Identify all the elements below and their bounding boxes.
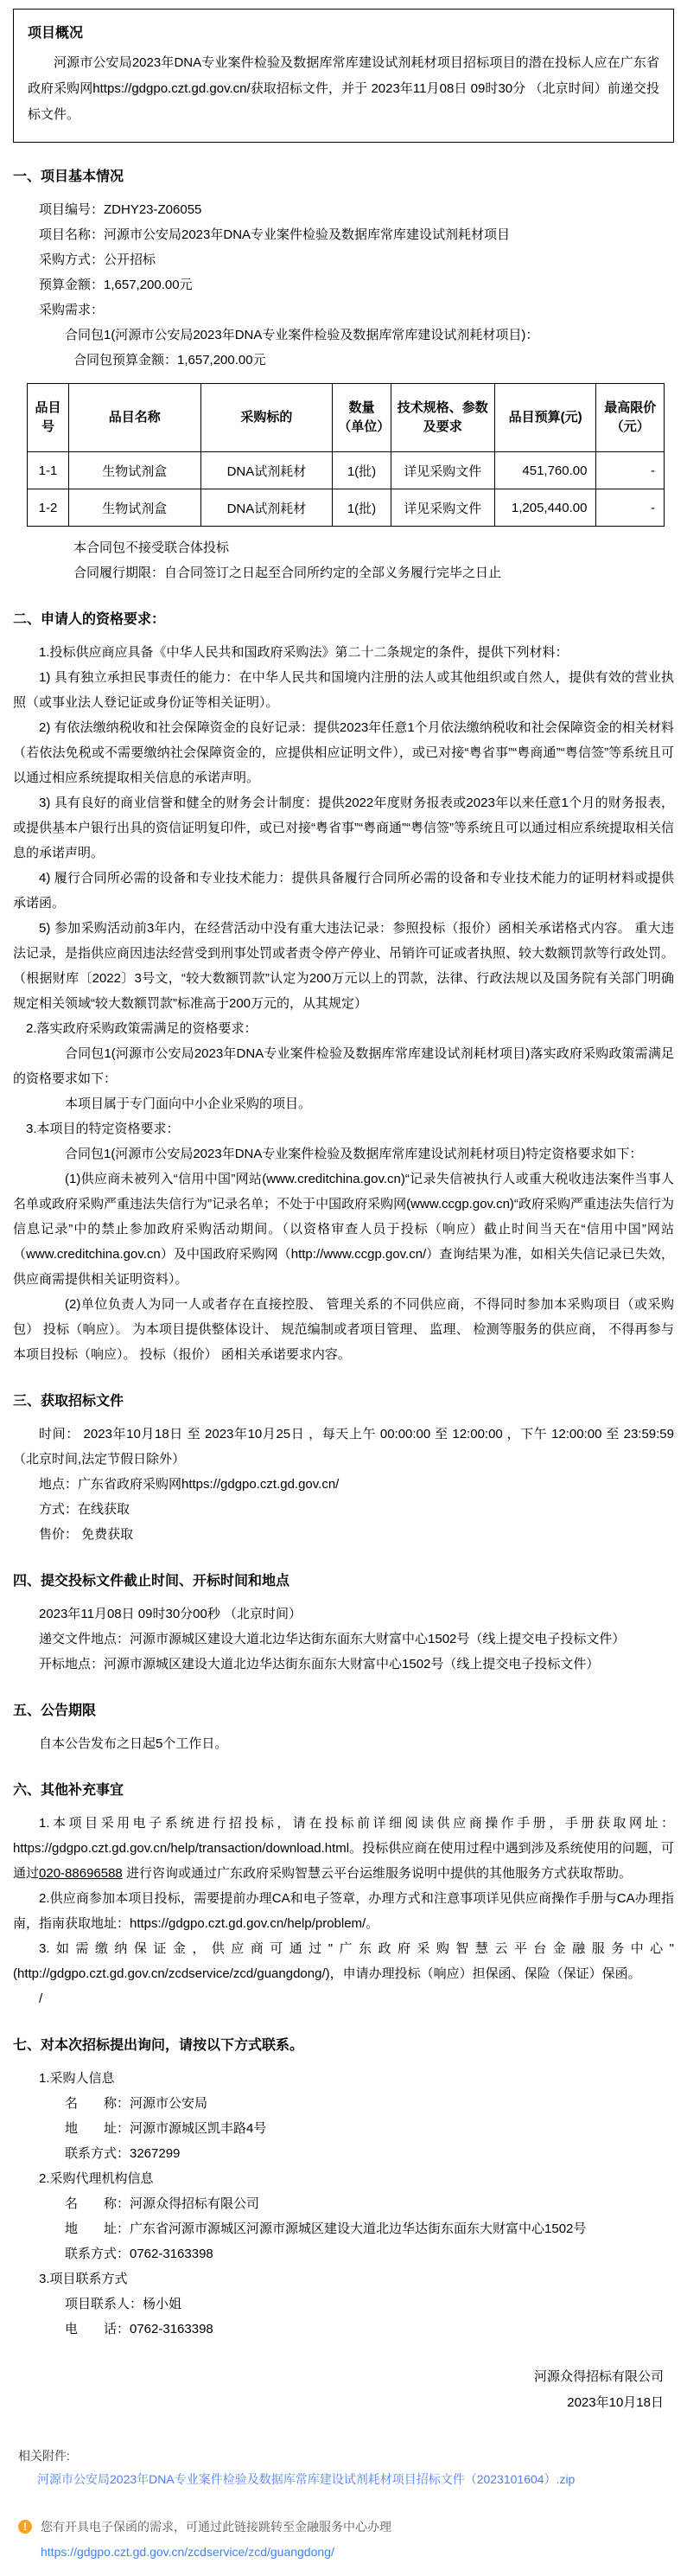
qualification-p3: 2) 有依法缴纳税收和社会保障资金的良好记录：提供2023年任意1个月依法缴纳税收和社会保障资金的相关材料（若依法免税或不需要缴纳社会保障资金的，应提供相应证明文件），或已对接“粤省事”“粤商通”“粤信签”等系统且可以通过相应系统提取相关信息的承诺声明。: [13, 720, 674, 785]
contract-duration: 合同履行期限：自合同签订之日起至合同所约定的全部义务履行完毕之日止: [73, 566, 502, 580]
project-number: 项目编号：ZDHY23-Z06055: [39, 202, 202, 217]
buyer-info-title: 1.采购人信息: [39, 2071, 115, 2086]
section2-heading: 二、申请人的资格要求：: [13, 612, 166, 627]
obtain-time: 时间： 2023年10月18日 至 2023年10月25日 ，每天上午 00:00:00 至 12:00:00 ，下午 12:00:00 至 23:59:59（北京时间,法定节假日除外）: [13, 1427, 674, 1467]
table-row: [28, 489, 665, 527]
obtain-way: 方式：在线获取: [39, 1502, 130, 1517]
submit-place: 递交文件地点：河源市源城区建设大道北边华达街东面东大财富中心1502号（线上提交电子投标文件）: [39, 1632, 626, 1646]
cell-spec: 详见采购文件: [391, 452, 494, 489]
cell-item-no: 1-1: [28, 452, 69, 489]
cell-quantity: 1(批): [333, 489, 391, 527]
specific-requirement-1: (1)供应商未被列入“信用中国”网站(www.creditchina.gov.cn)“记录失信被执行人或重大税收违法案件当事人名单或政府采购严重违法失信行为”记录名单；不处于中国政府采购网(www.ccgp.gov.cn)“政府采购严重违法失信行为信息记录”中的禁止参加政府采购活动期间。（以资格审查人员于投标（响应）截止时间当天在“信用中国”网站（www.creditchina.gov.cn）及中国政府采购网（http://www.ccgp.gov.cn/）查询结果为准，如相关失信记录已失效，供应商需提供相关证明资料）。: [13, 1172, 674, 1287]
sme-note: 本项目属于专门面向中小企业采购的项目。: [65, 1096, 312, 1111]
section7-heading: 七、对本次招标提出询问，请按以下方式联系。: [13, 2038, 304, 2053]
procurement-method: 采购方式：公开招标: [39, 252, 156, 267]
signature-company: 河源众得招标有限公司: [533, 2369, 664, 2384]
cell-item-name: 生物试剂盒: [68, 489, 200, 527]
budget-amount: 预算金额：1,657,200.00元: [39, 278, 193, 292]
procurement-site-url[interactable]: https://gdgpo.czt.gd.gov.cn/: [92, 81, 251, 96]
col-max-price: 最高限价（元）: [596, 384, 665, 452]
specific-requirement-2: (2)单位负责人为同一人或者存在直接控股、 管理关系的不同供应商，不得同时参加本采购项目（或采购包） 投标（响应）。 为本项目提供整体设计、 规范编制或者项目管理、 监理、 检测等服务的供应商， 不得再参与本项目投标（响应）。 投标（报价） 函相关承诺要求内容。: [13, 1297, 674, 1362]
project-contact-person: 项目联系人：杨小姐: [65, 2297, 182, 2311]
project-contact-tel: 电 话：0762-3163398: [65, 2322, 213, 2336]
warning-icon: !: [18, 2520, 32, 2534]
agent-contact: 联系方式：0762-3163398: [65, 2247, 213, 2261]
cell-budget: 451,760.00: [494, 452, 596, 489]
announcement-period: 自本公告发布之日起5个工作日。: [39, 1736, 228, 1751]
supplement-1-tail: 进行咨询或通过广东政府采购智慧云平台运维服务说明中提供的其他服务方式获取帮助。: [122, 1866, 632, 1881]
overview-title: 项目概况: [28, 26, 84, 41]
cell-budget: 1,205,440.00: [494, 489, 596, 527]
supplement-1-text: 1.本项目采用电子系统进行招投标，请在投标前详细阅读供应商操作手册，手册获取网址：https://gdgpo.czt.gd.gov.cn/help/transaction/download.html。投标供应商在使用过程中遇到涉及系统使用的问题，可通过: [13, 1816, 674, 1881]
page-footer: [13, 2447, 674, 2559]
cell-spec: 详见采购文件: [391, 489, 494, 527]
e-guarantee-notice: [18, 2518, 674, 2536]
section4-heading: 四、提交投标文件截止时间、开标时间和地点: [13, 1574, 290, 1588]
specific-requirement-intro: 合同包1(河源市公安局2023年DNA专业案件检验及数据库常库建设试剂耗材项目)特定资格要求如下：: [65, 1147, 643, 1161]
cell-item-no: 1-2: [28, 489, 69, 527]
attachments-label: 相关附件:: [18, 2449, 70, 2463]
section3-heading: 三、获取招标文件: [13, 1394, 124, 1409]
no-consortium-note: 本合同包不接受联合体投标: [73, 540, 230, 555]
buyer-name: 名 称：河源市公安局: [65, 2096, 208, 2111]
buyer-address: 地 址：河源市源城区凯丰路4号: [65, 2121, 267, 2136]
supplement-3: 3.如需缴纳保证金，供应商可通过"广东政府采购智慧云平台金融服务中心"(http://gdgpo.czt.gd.gov.cn/zcdservice/zcd/guangdong/)，申请办理投标（响应）担保函、保险（保证）保函。: [13, 1941, 674, 1981]
package-budget: 合同包预算金额：1,657,200.00元: [73, 353, 266, 368]
supplement-slash: /: [39, 1991, 43, 2006]
agent-address: 地 址：广东省河源市源城区河源市源城区建设大道北边华达街东面东大财富中心1502号: [65, 2221, 587, 2236]
section1-heading: 一、项目基本情况: [13, 169, 124, 184]
demand-label: 采购需求：: [39, 303, 105, 317]
policy-requirement-body: 合同包1(河源市公安局2023年DNA专业案件检验及数据库常库建设试剂耗材项目)落实政府采购政策需满足的资格要求如下：: [13, 1046, 674, 1086]
specific-requirement-title: 3.本项目的特定资格要求：: [26, 1122, 180, 1136]
support-phone: 020-88696588: [39, 1866, 123, 1881]
policy-requirement-title: 2.落实政府采购政策需满足的资格要求：: [26, 1021, 258, 1036]
section6-heading: 六、其他补充事宜: [13, 1783, 124, 1798]
supplement-2: 2.供应商参加本项目投标，需要提前办理CA和电子签章，办理方式和注意事项详见供应商操作手册与CA办理指南，指南获取地址：https://gdgpo.czt.gd.gov.cn/help/problem/。: [13, 1891, 674, 1931]
cell-target: DNA试剂耗材: [200, 452, 333, 489]
cell-max-price: -: [596, 452, 665, 489]
project-contact-title: 3.项目联系方式: [39, 2272, 128, 2286]
cell-item-name: 生物试剂盒: [68, 452, 200, 489]
obtain-price: 售价： 免费获取: [39, 1527, 134, 1542]
col-item-no: 品目号: [28, 384, 69, 452]
qualification-p6: 5) 参加采购活动前3年内，在经营活动中没有重大违法记录：参照投标（报价）函相关承诺格式内容。 重大违法记录，是指供应商因违法经营受到刑事处罚或者责令停产停业、吊销许可证或者执照、较大数额罚款等行政处罚。（根据财库〔2022〕3号文，“较大数额罚款”认定为200万元以上的罚款，法律、行政法规以及国务院有关部门明确规定相关领域“较大数额罚款”标准高于200万元的，从其规定）: [13, 921, 675, 1011]
qualification-p1: 1.投标供应商应具备《中华人民共和国政府采购法》第二十二条规定的条件，提供下列材料：: [39, 645, 569, 660]
col-quantity: 数量（单位）: [333, 384, 391, 452]
table-row: [28, 452, 665, 489]
overview-tail: 获取招标文件，并于 2023年11月08日 09时30分 （北京时间）前递交投标文件。: [28, 81, 659, 122]
open-place: 开标地点：河源市源城区建设大道北边华达街东面东大财富中心1502号（线上提交电子投标文件）: [39, 1657, 600, 1672]
col-spec: 技术规格、参数及要求: [391, 384, 494, 452]
buyer-contact: 联系方式：3267299: [65, 2146, 181, 2161]
project-name: 项目名称：河源市公安局2023年DNA专业案件检验及数据库常库建设试剂耗材项目: [39, 227, 511, 242]
attachment-download-link[interactable]: 河源市公安局2023年DNA专业案件检验及数据库常库建设试剂耗材项目招标文件（2023101604）.zip: [37, 2472, 576, 2486]
overview-lead: 河源市公安局2023年DNA专业案件检验及数据库常库建设试剂耗材项目招标项目的潜在投标人应在广东省政府采购网: [28, 55, 659, 96]
signature-date: 2023年10月18日: [567, 2395, 664, 2410]
notice-text: 您有开具电子保函的需求，可通过此链接跳转至金融服务中心办理: [41, 2520, 391, 2534]
section5-heading: 五、公告期限: [13, 1703, 97, 1718]
project-overview-box: [13, 9, 674, 143]
cell-quantity: 1(批): [333, 452, 391, 489]
procurement-items-table: [27, 383, 665, 527]
obtain-place: 地点：广东省政府采购网https://gdgpo.czt.gd.gov.cn/: [39, 1477, 340, 1492]
finance-center-link[interactable]: https://gdgpo.czt.gd.gov.cn/zcdservice/zcd/guangdong/: [41, 2545, 334, 2559]
qualification-p5: 4) 履行合同所必需的设备和专业技术能力：提供具备履行合同所必需的设备和专业技术能力的证明材料或提供承诺函。: [13, 871, 674, 911]
cell-target: DNA试剂耗材: [200, 489, 333, 527]
bid-deadline: 2023年11月08日 09时30分00秒 （北京时间）: [39, 1607, 302, 1621]
col-budget: 品目预算(元): [494, 384, 596, 452]
qualification-p2: 1) 具有独立承担民事责任的能力：在中华人民共和国境内注册的法人或其他组织或自然人，提供有效的营业执照（或事业法人登记证或身份证等相关证明）。: [13, 670, 674, 710]
overview-paragraph: [28, 50, 659, 128]
agent-info-title: 2.采购代理机构信息: [39, 2171, 154, 2186]
col-item-name: 品目名称: [68, 384, 200, 452]
agent-name: 名 称：河源众得招标有限公司: [65, 2196, 260, 2211]
col-target: 采购标的: [200, 384, 333, 452]
package-title: 合同包1(河源市公安局2023年DNA专业案件检验及数据库常库建设试剂耗材项目)：: [65, 328, 539, 342]
table-header-row: [28, 384, 665, 452]
qualification-p4: 3) 具有良好的商业信誉和健全的财务会计制度：提供2022年度财务报表或2023年以来任意1个月的财务报表，或提供基本户银行出具的资信证明复印件，或已对接“粤省事”“粤商通”“粤信签”等系统且可以通过相应系统提取相关信息的承诺声明。: [13, 796, 674, 860]
cell-max-price: -: [596, 489, 665, 527]
supplement-1: [13, 1811, 674, 1886]
signature-block: [13, 2364, 674, 2416]
